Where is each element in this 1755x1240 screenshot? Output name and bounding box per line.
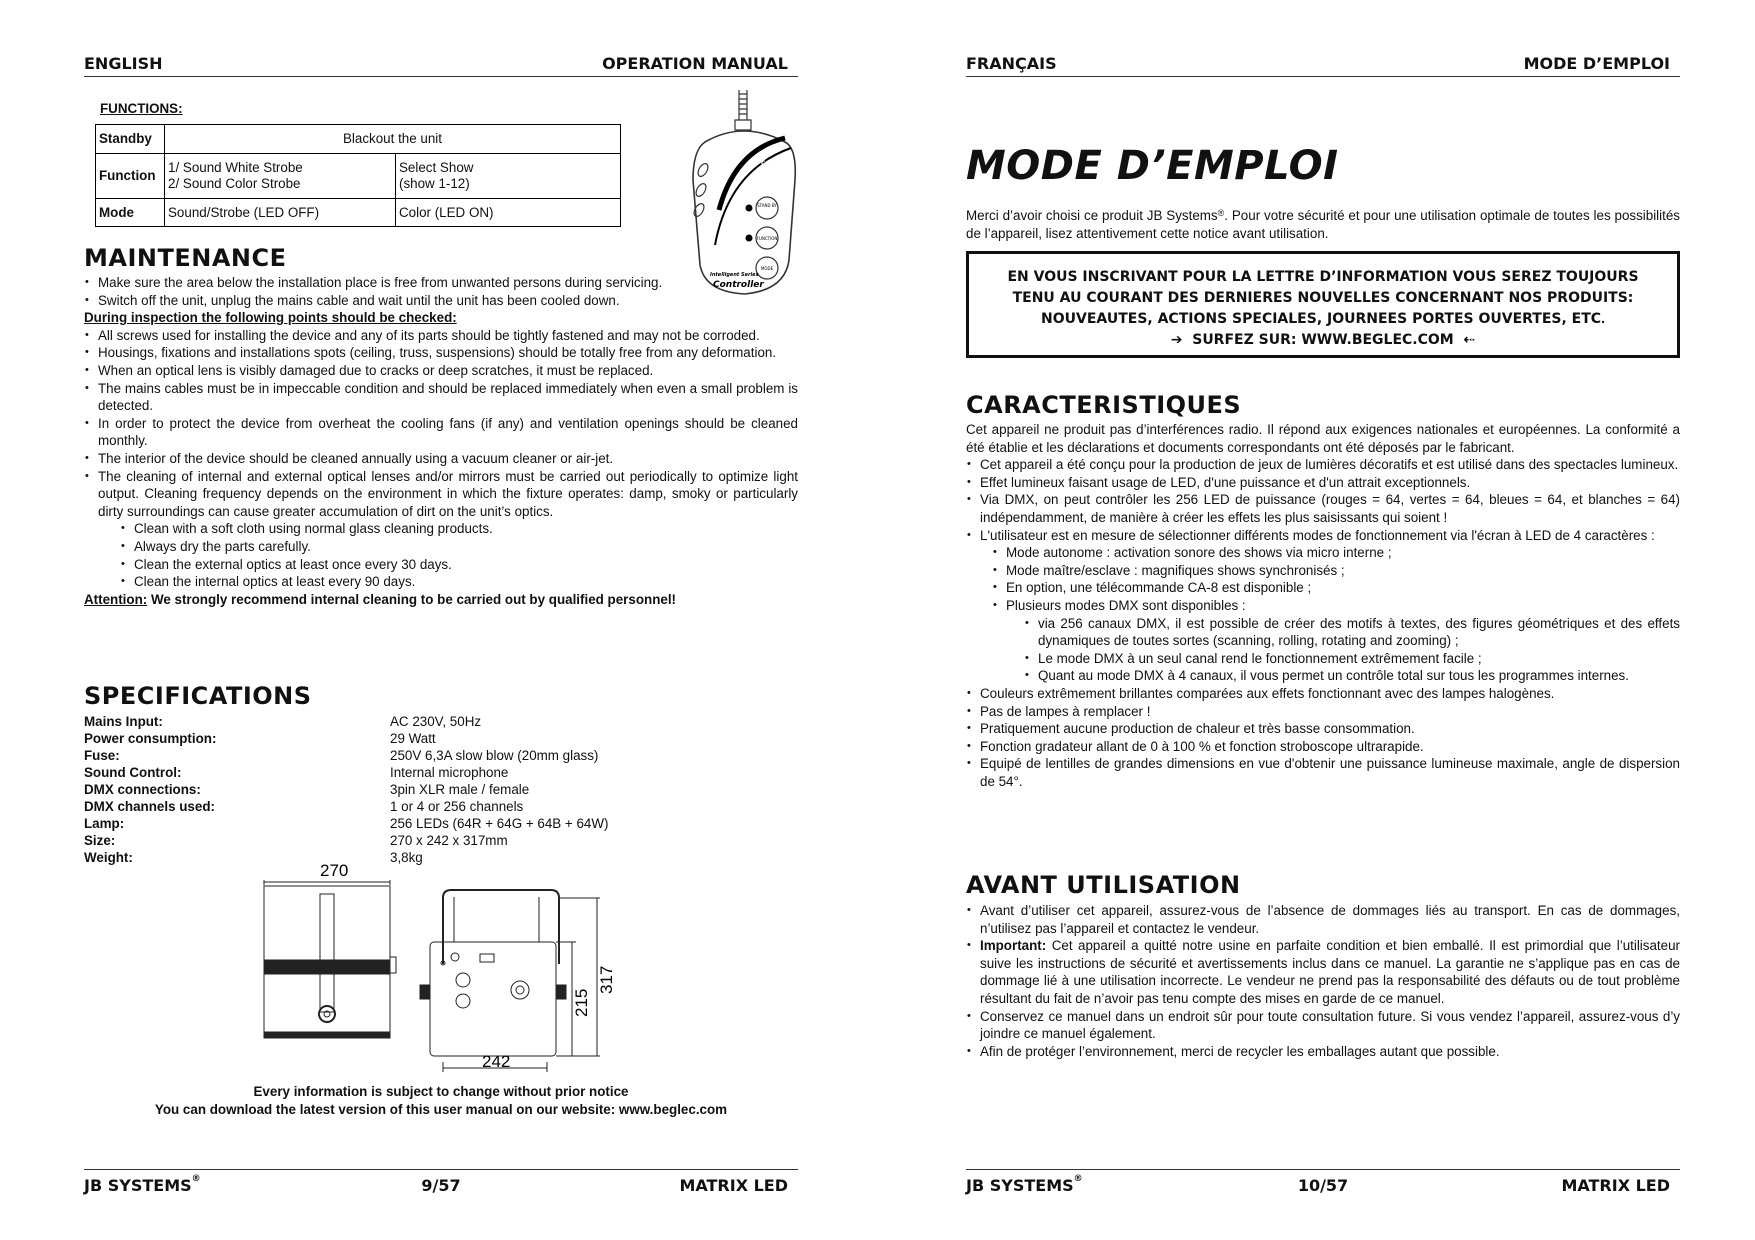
spec-key: Mains Input: xyxy=(84,714,163,729)
footer-brand xyxy=(966,1176,1083,1195)
caracteristiques-section xyxy=(966,421,1680,790)
notice-line: You can download the latest version of this user manual on our website: www.beglec.com xyxy=(154,1102,728,1117)
arrow-left-icon: ⇠ xyxy=(1463,331,1476,348)
brand-text: JB SYSTEMS xyxy=(84,1176,192,1195)
newsletter-text: . xyxy=(1601,310,1605,326)
brand-text: JB SYSTEMS xyxy=(966,1176,1074,1195)
spec-row xyxy=(84,781,608,798)
led-indicator xyxy=(746,235,753,242)
spec-key: Sound Control: xyxy=(84,765,182,780)
mode-button-label: MODE xyxy=(760,266,774,271)
list-item: • Pratiquement aucune production de chaleur et très basse consommation. xyxy=(966,720,1680,738)
table-row xyxy=(96,154,621,199)
attention-label: Attention: xyxy=(84,591,148,607)
dimension-drawing xyxy=(260,862,620,1072)
newsletter-line xyxy=(969,308,1677,330)
notice xyxy=(84,1083,798,1119)
list-item: • In order to protect the device from overheat the cooling fans (if any) and ventilation openings should be cleaned monthly. xyxy=(84,415,798,450)
header-title: MODE D’EMPLOI xyxy=(1523,54,1670,73)
maintenance-list xyxy=(84,274,678,292)
newsletter-box xyxy=(966,251,1680,358)
functions-table xyxy=(95,124,621,227)
list-item: • Equipé de lentilles de grandes dimensions en vue d'obtenir une puissance lumineuse maximale, angle de dispersion de 54°. xyxy=(966,755,1680,790)
spec-value: 1 or 4 or 256 channels xyxy=(390,799,524,814)
footer-product: MATRIX LED xyxy=(1561,1176,1670,1195)
spec-value: 3pin XLR male / female xyxy=(390,782,530,797)
spec-row xyxy=(84,764,608,781)
page-number: 10/57 xyxy=(1297,1176,1349,1195)
list-item: • Fonction gradateur allant de 0 à 100 % et fonction stroboscope ultrarapide. xyxy=(966,738,1680,756)
table-cell: Standby xyxy=(96,125,165,154)
features-list xyxy=(966,685,1680,791)
controller-series: Intelligent Series xyxy=(710,272,759,278)
spec-row xyxy=(84,747,608,764)
list-item: • Plusieurs modes DMX sont disponibles : xyxy=(992,597,1680,615)
list-item: • Couleurs extrêmement brillantes comparées aux effets fonctionnant avec des lampes halogènes. xyxy=(966,685,1680,703)
list-item: • All screws used for installing the device and any of its parts should be tightly fastened and may not be corroded. xyxy=(84,327,798,345)
cell-line: (show 1-12) xyxy=(399,176,470,191)
list-item: • En option, une télécommande CA-8 est disponible ; xyxy=(992,579,1680,597)
spec-key: Fuse: xyxy=(84,748,120,763)
list-item: • Make sure the area below the installation place is free from unwanted persons during servicing. xyxy=(84,274,678,292)
table-cell: Function xyxy=(96,154,165,199)
list-item: • Via DMX, on peut contrôler les 256 LED de puissance (rouges = 64, vertes = 64, bleues = 64, et blanches = 64) indépendamment, de manière à créer les effets les plus saisissants qui soient ! xyxy=(966,491,1680,526)
table-row xyxy=(96,125,621,154)
spec-row xyxy=(84,730,608,747)
list-item: • Effet lumineux faisant usage de LED, d'une puissance et d'un attrait exceptionnels. xyxy=(966,474,1680,492)
specifications-title: SPECIFICATIONS xyxy=(84,682,312,710)
list-item: • Avant d’utiliser cet appareil, assurez-vous de l’absence de dommages liés au transport. En cas de dommages, n’utilisez pas l’appareil et contactez le vendeur. xyxy=(966,902,1680,937)
table-cell xyxy=(165,154,396,199)
table-cell: Mode xyxy=(96,199,165,227)
intro-text: . Pour votre sécurité et pour une utilisation optimale de toutes les possibilités de l’appareil, lisez attentivement cette notice avant utilisation. xyxy=(966,208,1680,241)
header-language: FRANÇAIS xyxy=(966,54,1057,73)
cell-line: Select Show xyxy=(399,160,474,175)
attention-text: We strongly recommend internal cleaning to be carried out by qualified personnel! xyxy=(147,591,676,607)
notice-line: Every information is subject to change without prior notice xyxy=(253,1084,629,1099)
table-cell xyxy=(396,154,621,199)
table-cell: Blackout the unit xyxy=(165,125,621,154)
features-list xyxy=(966,456,1680,544)
list-item: • When an optical lens is visibly damaged due to cracks or deep scratches, it must be replaced. xyxy=(84,362,798,380)
page-number: 9/57 xyxy=(421,1176,461,1195)
specifications-list xyxy=(84,713,608,866)
important-label: Important: xyxy=(980,938,1047,954)
arrow-right-icon: ➔ xyxy=(1170,331,1183,348)
right-page xyxy=(966,0,1680,1240)
header-title: OPERATION MANUAL xyxy=(602,54,788,73)
page-footer xyxy=(966,1169,1680,1196)
avant-utilisation-section xyxy=(966,902,1680,1060)
list-item: • Quant au mode DMX à 4 canaux, il vous permet un contrôle total sur tous les programmes internes. xyxy=(1024,667,1680,685)
attention-note xyxy=(84,591,798,609)
cell-line: 2/ Sound Color Strobe xyxy=(168,176,301,191)
functions-title: FUNCTIONS: xyxy=(100,101,183,116)
cleaning-sublist xyxy=(84,520,798,590)
list-item: • The cleaning of internal and external optical lenses and/or mirrors must be carried out periodically to optimize light output. Cleaning frequency depends on the environment in which the fixture operates: damp, smoky or particularly dirty surroundings can cause greater accumulation of dirt on the unit’s optics. xyxy=(84,468,798,521)
list-item: • The mains cables must be in impeccable condition and should be replaced immediately when even a small problem is detected. xyxy=(84,380,798,415)
intro-text: Merci d’avoir choisi ce produit JB Systems xyxy=(966,208,1218,223)
controller-name: Controller xyxy=(713,280,764,290)
table-row xyxy=(96,199,621,227)
spec-value: AC 230V, 50Hz xyxy=(390,714,482,729)
registered-mark: ® xyxy=(1217,208,1225,218)
spec-key: DMX connections: xyxy=(84,782,201,797)
function-button-label: FUNCTION xyxy=(756,236,778,241)
left-page xyxy=(84,0,798,1240)
spec-key: DMX channels used: xyxy=(84,799,215,814)
page-footer xyxy=(84,1169,798,1196)
table-cell: Color (LED ON) xyxy=(396,199,621,227)
list-item: • Clean with a soft cloth using normal glass cleaning products. xyxy=(120,520,798,538)
dmx-sublist xyxy=(966,615,1680,685)
registered-mark: ® xyxy=(191,1174,201,1184)
spec-value: Internal microphone xyxy=(390,765,509,780)
led-indicator xyxy=(746,205,753,212)
important-text: Cet appareil a quitté notre usine en parfaite condition et bien emballé. Il est primordial que l’utilisateur suive les instructions de sécurité et avertissements inclus dans ce manuel. La garantie ne s’applique pas en cas de dommage lié à une utilisation incorrecte. Le vendeur ne prend pas la responsabilité des défauts ou de tout problème résultant du fait de n’avoir pas tenu compte des mises en garde de ce manuel. xyxy=(980,938,1680,1006)
avant-list xyxy=(966,902,1680,1060)
controller-illustration xyxy=(685,90,801,305)
list-item: • Le mode DMX à un seul canal rend le fonctionnement extrêmement facile ; xyxy=(1024,650,1680,668)
spec-value: 29 Watt xyxy=(390,731,436,746)
dim-label: 215 xyxy=(572,988,591,1017)
spec-key: Lamp: xyxy=(84,816,125,831)
list-item: • Clean the internal optics at least every 90 days. xyxy=(120,573,798,591)
maintenance-title: MAINTENANCE xyxy=(84,244,287,272)
newsletter-line xyxy=(969,330,1677,351)
controller-model: CA-8 xyxy=(761,160,777,167)
spec-row xyxy=(84,815,608,832)
list-item: • Mode maître/esclave : magnifiques shows synchronisés ; xyxy=(992,562,1680,580)
list-item: • Afin de protéger l’environnement, merci de recycler les emballages autant que possible. xyxy=(966,1043,1680,1061)
spec-key: Weight: xyxy=(84,850,133,865)
newsletter-text: NOUVEAUTES, ACTIONS SPECIALES, JOURNEES PORTES OUVERTES, ETC xyxy=(1041,311,1602,327)
dim-label: 242 xyxy=(482,1052,511,1071)
spec-value: 3,8kg xyxy=(390,850,423,865)
page-header xyxy=(966,54,1680,77)
inspection-list xyxy=(84,327,798,521)
footer-product: MATRIX LED xyxy=(679,1176,788,1195)
spec-key: Size: xyxy=(84,833,116,848)
newsletter-line: TENU AU COURANT DES DERNIERES NOUVELLES CONCERNANT NOS PRODUITS: xyxy=(1012,289,1634,306)
list-item: • Cet appareil a été conçu pour la production de jeux de lumières décoratifs et est utilisé dans des spectacles lumineux. xyxy=(966,456,1680,474)
spec-row xyxy=(84,798,608,815)
list-item: • The interior of the device should be cleaned annually using a vacuum cleaner or air-jet. xyxy=(84,450,798,468)
spec-row xyxy=(84,713,608,730)
dim-label: 317 xyxy=(597,965,616,994)
page-title: MODE D’EMPLOI xyxy=(966,143,1339,189)
website-link[interactable]: SURFEZ SUR: WWW.BEGLEC.COM xyxy=(1192,331,1454,348)
list-item xyxy=(966,937,1680,1007)
avant-utilisation-title: AVANT UTILISATION xyxy=(966,871,1241,899)
standby-button-label: STAND BY xyxy=(757,203,777,208)
spec-value: 250V 6,3A slow blow (20mm glass) xyxy=(390,748,599,763)
newsletter-line: EN VOUS INSCRIVANT POUR LA LETTRE D’INFORMATION VOUS SEREZ TOUJOURS xyxy=(1007,269,1639,285)
footer-brand xyxy=(84,1176,201,1195)
spec-value: 256 LEDs (64R + 64G + 64B + 64W) xyxy=(390,816,609,831)
cell-line: 1/ Sound White Strobe xyxy=(168,160,303,175)
list-item: • Switch off the unit, unplug the mains cable and wait until the unit has been cooled down. xyxy=(84,292,798,310)
registered-mark: ® xyxy=(1073,1174,1083,1184)
intro-paragraph xyxy=(966,207,1680,242)
caracteristiques-intro: Cet appareil ne produit pas d’interférences radio. Il répond aux exigences nationales et européennes. La conformité a été établie et les déclarations et documents correspondants ont été déposés par le fabricant. xyxy=(966,422,1680,455)
list-item: • Clean the external optics at least once every 30 days. xyxy=(120,556,798,574)
list-item: • Housings, fixations and installations spots (ceiling, truss, suspensions) should be totally free from any deformation. xyxy=(84,344,798,362)
header-language: ENGLISH xyxy=(84,54,163,73)
page-header xyxy=(84,54,798,77)
spec-value: 270 x 242 x 317mm xyxy=(390,833,508,848)
spec-key: Power consumption: xyxy=(84,731,217,746)
maintenance-section xyxy=(84,274,798,608)
table-cell: Sound/Strobe (LED OFF) xyxy=(165,199,396,227)
inspection-heading: During inspection the following points should be checked: xyxy=(84,310,457,326)
list-item: • via 256 canaux DMX, il est possible de créer des motifs à textes, des figures géométriques et des effets dynamiques de toutes sortes (scanning, rolling, rotating and zooming) ; xyxy=(1024,615,1680,650)
list-item: • Mode autonome : activation sonore des shows via micro interne ; xyxy=(992,544,1680,562)
maintenance-list xyxy=(84,292,798,310)
list-item: • L'utilisateur est en mesure de sélectionner différents modes de fonctionnement via l'écran à LED de 4 caractères : xyxy=(966,527,1680,545)
list-item: • Always dry the parts carefully. xyxy=(120,538,798,556)
caracteristiques-title: CARACTERISTIQUES xyxy=(966,391,1242,419)
list-item: • Pas de lampes à remplacer ! xyxy=(966,703,1680,721)
dim-label: 270 xyxy=(320,862,349,880)
modes-sublist xyxy=(966,544,1680,614)
spec-row xyxy=(84,832,608,849)
list-item: • Conservez ce manuel dans un endroit sûr pour toute consultation future. Si vous vendez l’appareil, assurez-vous d’y joindre ce manuel également. xyxy=(966,1008,1680,1043)
